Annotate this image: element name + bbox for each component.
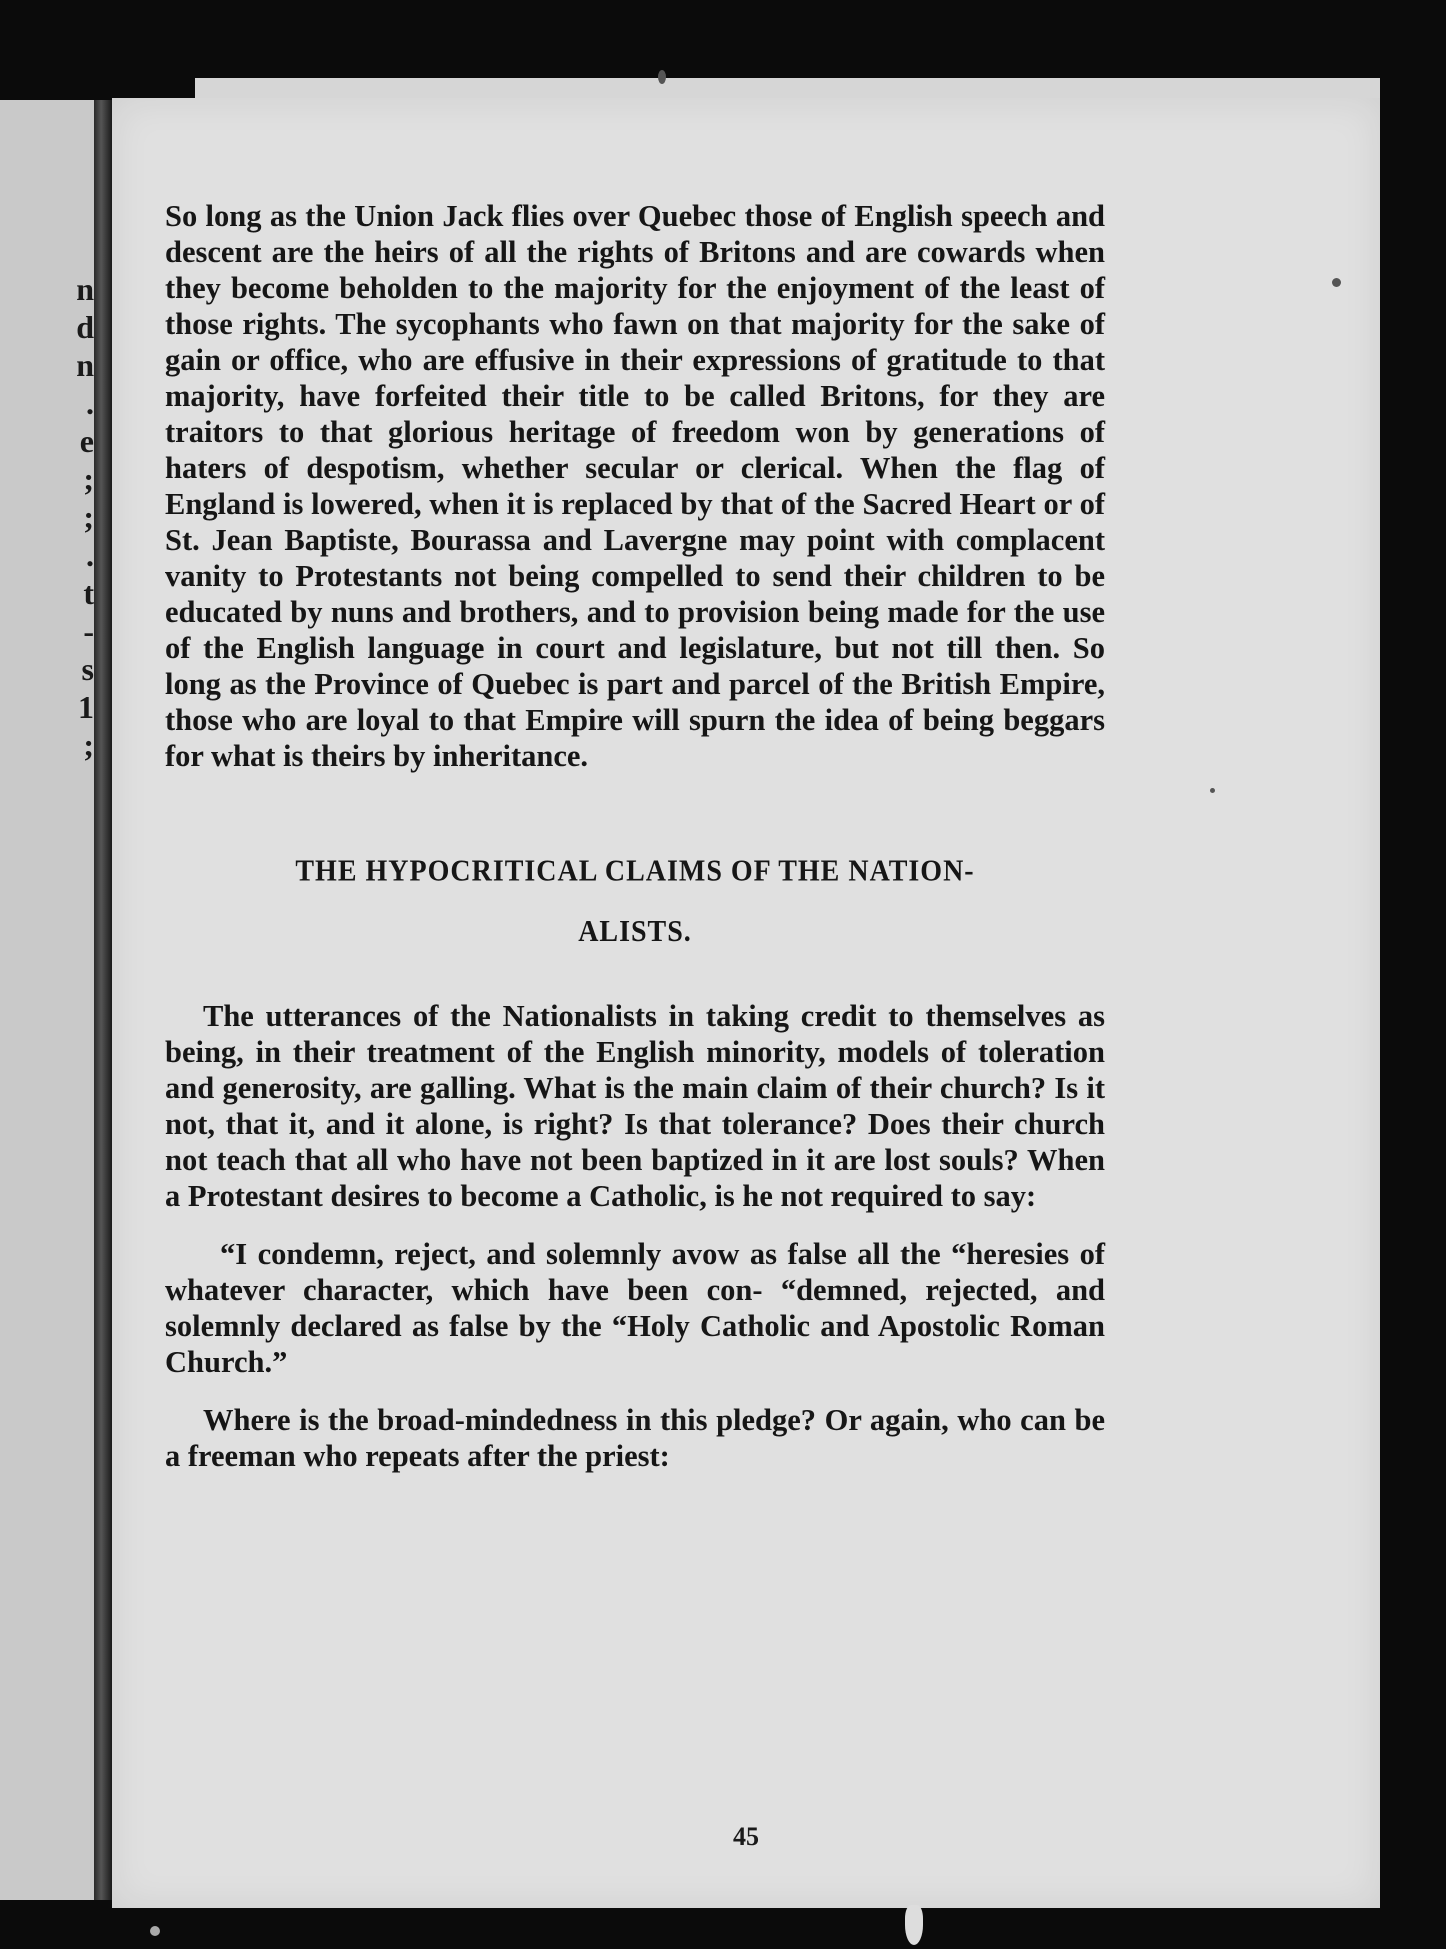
book-spine — [94, 100, 112, 1900]
fragment: d — [76, 309, 94, 345]
fragment: e — [79, 423, 94, 459]
heading-line-1: THE HYPOCRITICAL CLAIMS OF THE NATION- — [295, 854, 975, 888]
fragment: . — [86, 385, 94, 421]
page-content — [165, 98, 1105, 1474]
fragment: ; — [83, 461, 94, 497]
heading-line-2: ALISTS. — [578, 914, 692, 949]
fragment: . — [86, 537, 94, 573]
scanned-page — [112, 98, 1380, 1908]
scan-artifact-mark — [905, 1905, 923, 1945]
scan-artifact-dot — [150, 1926, 160, 1936]
paragraph-broad-mindedness: Where is the broad-mindedness in this pledge? Or again, who can be a freeman who repeats after the priest: — [165, 1403, 1105, 1473]
facing-page-text-fragments — [64, 270, 94, 764]
fragment: ; — [83, 727, 94, 763]
paper-speck — [1332, 278, 1341, 287]
fragment: t — [83, 575, 94, 611]
paragraph-union-jack: So long as the Union Jack flies over Quebec those of English speech and descent are the heirs of all the rights of Britons and are cowards when they become beholden to the majority for the enjoyment of the least of those rights. The sycophants who fawn on that majority for the sake of gain or office, who are effusive in their expressions of gratitude to that majority, have forfeited their title to be called Britons, for they are traitors to that glorious heritage of freedom won by generations of haters of despotism, whether secular or clerical. When the flag of England is lowered, when it is replaced by that of the Sacred Heart or of St. Jean Baptiste, Bourassa and Lavergne may point with complacent vanity to Protestants not being compelled to send their children to be educated by nuns and brothers, and to provision being made for the use of the English language in court and legislature, but not till then. So long as the Province of Quebec is part and parcel of the British Empire, those who are loyal to that Empire will spurn the idea of being beggars for what is theirs by inheritance. — [165, 199, 1105, 773]
page-number: 45 — [733, 1822, 759, 1851]
fragment: s — [81, 651, 94, 687]
block-quote-pledge: “I condemn, reject, and solemnly avow as false all the “heresies of whatever character, which have been con- “demned, rejected, and solemnly declared as false by the “Holy Catholic and Apostolic Roman Church.” — [165, 1237, 1105, 1379]
facing-page — [0, 100, 96, 1900]
fragment: n — [76, 271, 94, 307]
section-heading — [165, 842, 1105, 963]
paragraph-nationalists: The utterances of the Nationalists in taking credit to themselves as being, in their treatment of the English minority, models of toleration and generosity, are galling. What is the main claim of their church? Is it not, that it, and it alone, is right? Is that tolerance? Does their church not teach that all who have not been baptized in it are lost souls? When a Protestant desires to become a Catholic, is he not required to say: — [165, 999, 1105, 1213]
paper-speck — [658, 70, 666, 84]
fragment: ; — [83, 499, 94, 535]
fragment: 1 — [78, 689, 94, 725]
paper-speck — [1210, 788, 1215, 793]
fragment: - — [83, 613, 94, 649]
fragment: n — [76, 347, 94, 383]
